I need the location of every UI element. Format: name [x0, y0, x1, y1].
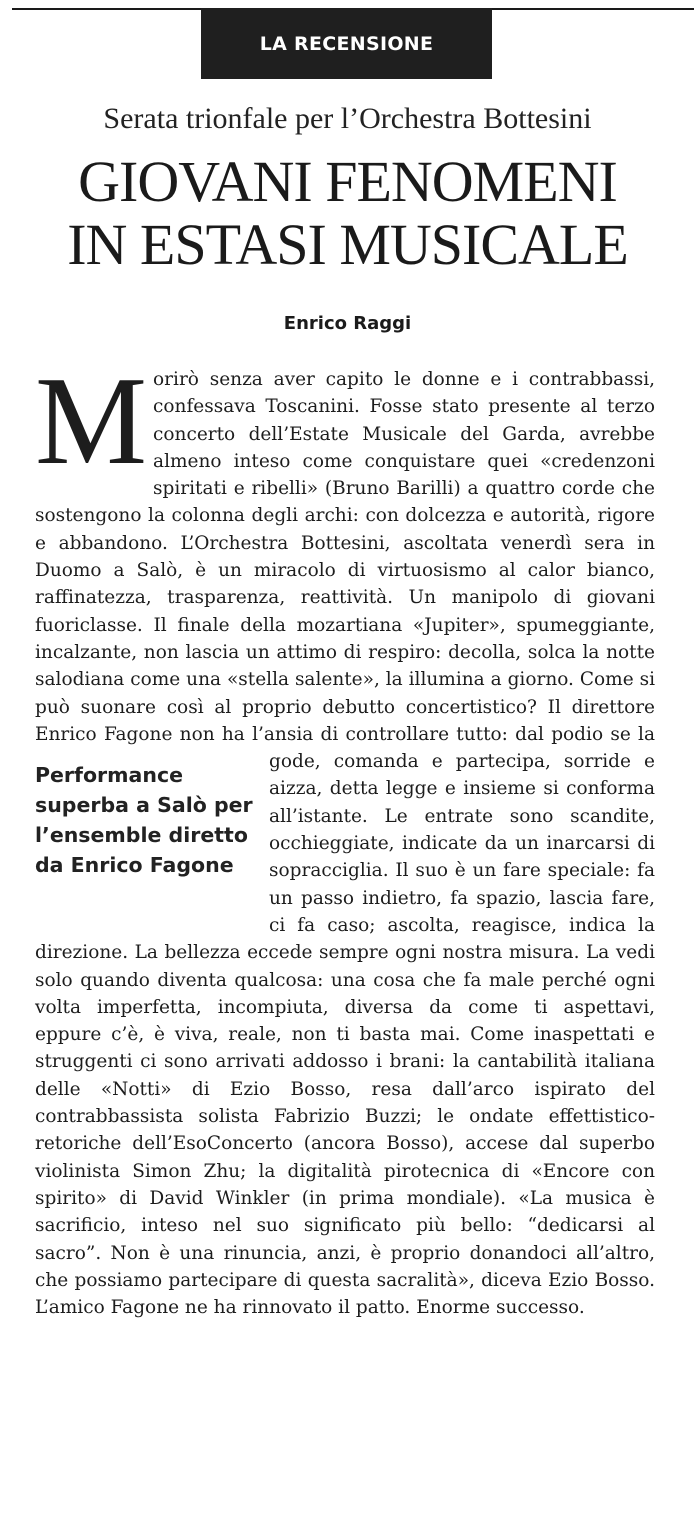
headline-line-2: IN ESTASI MUSICALE — [67, 212, 628, 277]
body-text-part-2: e partecipa, sorride e aizza, detta legge e insieme si conforma all’istante. Le entrate sono scandite, occhieggiate, indicate da un inarcarsi di sopracciglia. Il suo è un fare speciale: fa un passo indietro, fa spazio, lascia fare, ci fa caso; ascolta, reagisce, indica la direzione. La bellezza eccede sempre ogni nostra misura. La vedi solo quando diventa qualcosa: una cosa che fa male perché ogni volta imperfetta, incompiuta, diversa da come ti aspettavi, eppure c’è, è viva, reale, non ti basta mai. Come inaspettati e struggenti ci sono arrivati addosso i brani: la cantabilità italiana delle «Notti» di Ezio Bosso, resa dall’arco ispirato del contrabbassista solista Fabrizio Buzzi; le ondate effettistico-retoriche dell’EsoConcerto (ancora Bosso), accese dal superbo violinista Simon Zhu; la digitalità pirotecnica di «Encore con spirito» di David Winkler (in prima mondiale). «La musica è sacrificio, inteso nel suo significato più bello: “dedicarsi al sacro”. Non è una rinuncia, anzi, è proprio donandoci all’altro, che possiamo partecipare di questa sacralità», diceva Ezio Bosso. L’amico Fagone ne ha rinnovato il patto. Enorme successo. — [35, 751, 655, 1319]
section-label — [201, 8, 492, 79]
body-text-part-1: orirò senza aver capito le donne e i contrabbassi, confessava Toscanini. Fosse stato presente al terzo concerto dell’Estate Musicale del Garda, avrebbe almeno inteso come conquistare quei «credenzoni spiritati e ribelli» (Bruno Barilli) a quattro corde che sostengono la colonna degli archi: con dolcezza e autorità, rigore e abbandono. L’Orchestra Bottesini, ascoltata venerdì sera in Duomo a Salò, è un miracolo di virtuosismo al calor bianco, raffinatezza, trasparenza, reattività. Un manipolo di giovani fuoriclasse. Il finale della mozartiana «Jupiter», spumeggiante, incalzante, non lascia un attimo di respiro: decolla, solca la notte salodiana come una «stella salente», la illumina a giorno. Come si può suonare così al proprio debutto concertistico? Il direttore Enrico Fagone non ha l’ansia di controllare tutto: dal podio se la gode, comanda — [35, 369, 655, 773]
author-byline: Enrico Raggi — [283, 313, 412, 334]
pull-quote: Performance superba a Salò per l’ensemble diretto da Enrico Fagone — [35, 763, 253, 878]
body-paragraph — [35, 352, 655, 1321]
article-subtitle: Serata trionfale per l’Orchestra Bottesini — [103, 102, 592, 135]
drop-cap: M — [35, 352, 148, 491]
article-headline — [0, 150, 695, 276]
headline-line-1: GIOVANI FENOMENI — [78, 149, 617, 214]
article-body — [35, 352, 655, 1321]
section-label-text: LA RECENSIONE — [259, 32, 434, 55]
